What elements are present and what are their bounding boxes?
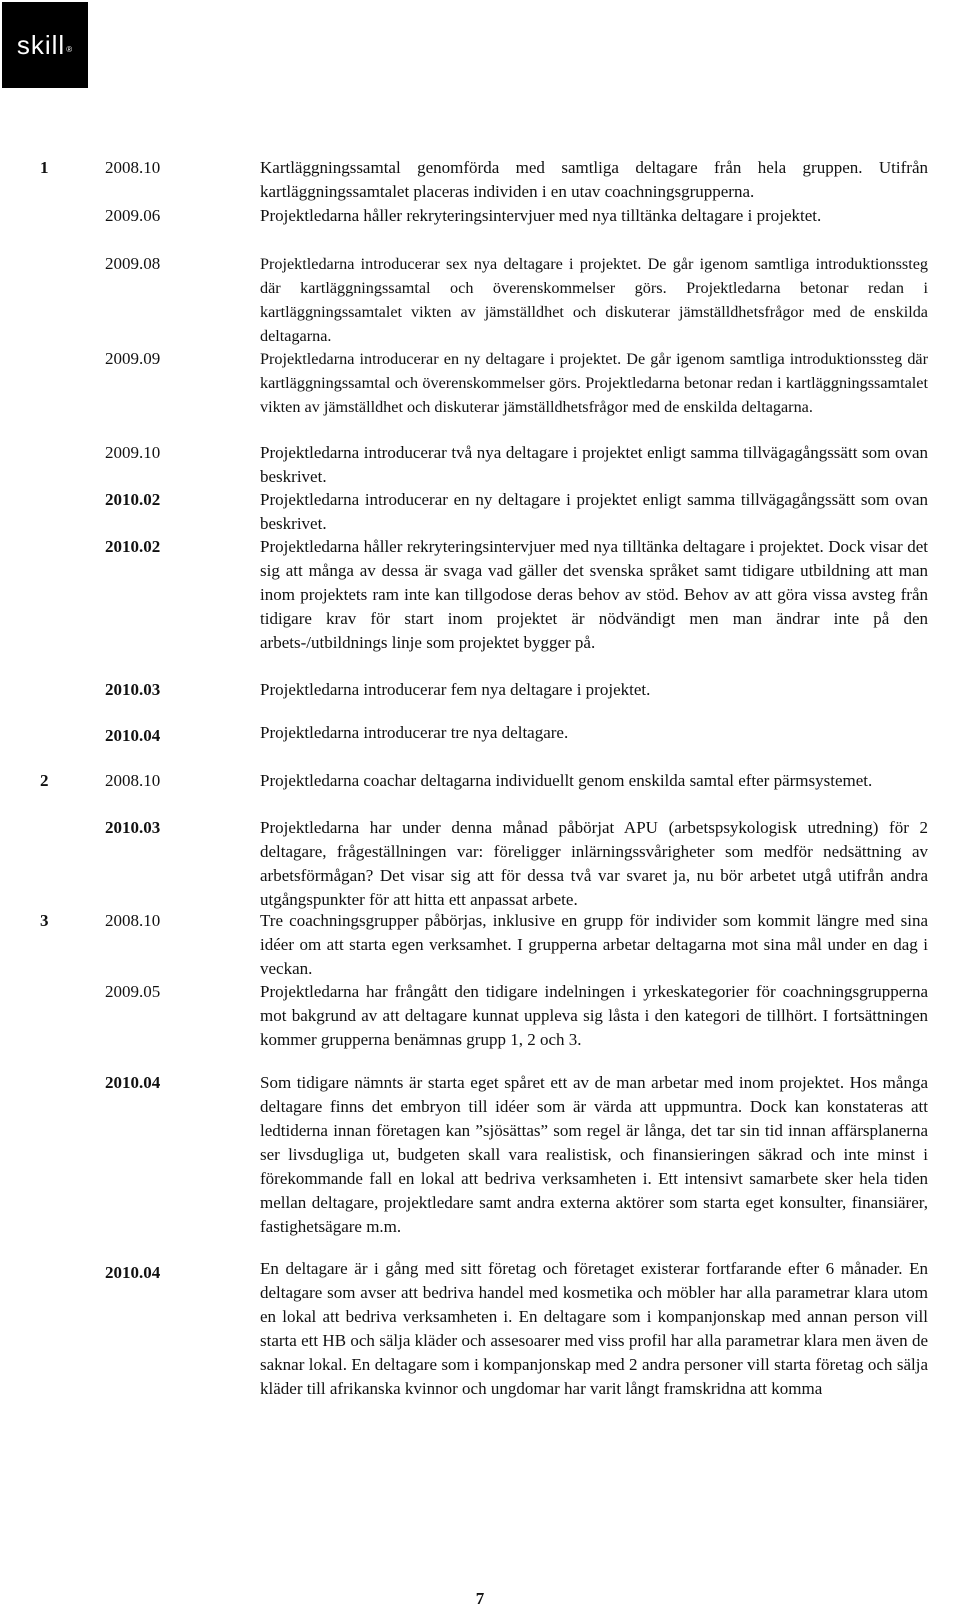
entry-text: Kartläggningssamtal genomförda med samtliga deltagare från hela gruppen. Utifrån kartläggningssamtalet placeras individen i en utav coachningsgrupperna. <box>260 158 928 201</box>
entry-text: Projektledarna introducerar en ny deltagare i projektet. De går igenom samtliga introduktionssteg där kartläggningssamtal och överenskommelser görs. Projektledarna betonar redan i kartläggningssamtalet vikten av jämställdhet och diskuterar jämställdhetsfrågor med de enskilda deltagarna. <box>260 350 928 416</box>
entry-text: Projektledarna håller rekryteringsintervjuer med nya tilltänka deltagare i projektet. <box>260 206 822 225</box>
entry-text: Projektledarna introducerar sex nya deltagare i projektet. De går igenom samtliga introduktionssteg där kartläggningssamtal och överenskommelser görs. Projektledarna betonar redan i kartläggningssamtalet vikten av jämställdhet och diskuterar jämställdhetsfrågor med de enskilda deltagarna. <box>260 255 928 345</box>
registered-mark: ® <box>66 44 74 54</box>
entry-text: Projektledarna introducerar två nya deltagare i projektet enligt samma tillvägagångssätt som ovan beskrivet. <box>260 443 928 486</box>
entry-date: 2010.03 <box>105 818 161 837</box>
entry-date: 2008.10 <box>105 771 161 790</box>
entry-date: 2010.04 <box>105 1073 161 1092</box>
page-number: 7 <box>475 1589 485 1608</box>
entry-date: 2010.03 <box>105 680 161 699</box>
entry-text: Projektledarna har under denna månad påbörjat APU (arbetspsykologisk utredning) för 2 deltagare, frågeställningen var: föreligger inlärningssvårigheter som medför nedsättning av arbetsförmågan? Det visar sig att för dessa två var svaret ja, nu bör arbetet utgå utifrån andra utgångspunkter för att hitta ett anpassat arbete. <box>260 818 928 909</box>
section-number: 2 <box>40 771 49 790</box>
entry-text: Tre coachningsgrupper påbörjas, inklusive en grupp för individer som kommit längre med sina idéer om att starta egen verksamhet. I grupperna arbetar deltagarna mot sina mål under en dag i veckan. <box>260 911 928 978</box>
entry-date: 2009.05 <box>105 982 161 1001</box>
entry-text: Projektledarna introducerar tre nya deltagare. <box>260 723 569 742</box>
entry-date: 2010.04 <box>105 726 161 745</box>
entry-date: 2008.10 <box>105 911 161 930</box>
entry-text: En deltagare är i gång med sitt företag och företaget existerar fortfarande efter 6 månader. En deltagare som avser att bedriva handel med kosmetika och möbler har alla parametrar klara utom en lokal att bedriva verksamheten i. En deltagare som i kompanjonskap med annan person vill starta ett HB och sälja kläder och assesoarer med viss profil har alla parametrar klara men även de saknar lokal. En deltagare som i kompanjonskap med 2 andra personer vill starta företag och sälja kläder till afrikanska kvinnor och ungdomar har varit långt framskridna att komma <box>260 1259 928 1398</box>
entry-date: 2008.10 <box>105 158 161 177</box>
entry-text: Projektledarna coachar deltagarna individuellt genom enskilda samtal efter pärmsystemet. <box>260 771 873 790</box>
entry-text: Projektledarna introducerar fem nya deltagare i projektet. <box>260 680 651 699</box>
entry-text: Projektledarna introducerar en ny deltagare i projektet enligt samma tillvägagångssätt som ovan beskrivet. <box>260 490 928 533</box>
entry-date: 2009.10 <box>105 443 161 462</box>
entry-text: Som tidigare nämnts är starta eget spåret ett av de man arbetar med inom projektet. Hos många deltagare finns det embryon till idéer som är värda att uppmuntra. Dock kan konstateras att ledtiderna innan företagen kan ”sjösättas” som regel är långa, det tar sin tid innan affärsplanerna ser livsdugliga ut, budgeten skall vara realistisk, och finansieringen säkrad och inte minst i förekommande fall en lokal att bedriva verksamheten i. Ett intensivt samarbete sker hela tiden mellan deltagare, projektledare samt andra externa aktörer som starta eget konsulter, finansiärer, fastighetsägare m.m. <box>260 1073 928 1236</box>
entry-date: 2009.08 <box>105 254 161 273</box>
entry-text: Projektledarna håller rekryteringsintervjuer med nya tilltänka deltagare i projektet. Dock visar det sig att många av dessa är svaga vad gäller det svenska språket samt tidigare utbildning att man inom projektets ram inte kan tillgodose deras behov av stöd. Behov av att göra vissa avsteg från tidigare krav för start inom projektet är nödvändigt men man ändrar inte på den arbets-/utbildnings linje som projektet bygger på. <box>260 537 928 652</box>
entry-date: 2009.06 <box>105 206 161 225</box>
skill-logo <box>2 2 88 88</box>
section-number: 1 <box>40 158 49 177</box>
entry-text: Projektledarna har frångått den tidigare indelningen i yrkeskategorier för coachningsgrupperna mot bakgrund av att deltagare kunnat uppleva sig låsta i den kategori de tillhört. I fortsättningen kommer grupperna benämnas grupp 1, 2 och 3. <box>260 982 928 1049</box>
section-number: 3 <box>40 911 49 930</box>
entry-date: 2010.04 <box>105 1263 161 1282</box>
logo-text: skill <box>16 29 66 60</box>
entry-date: 2010.02 <box>105 537 161 556</box>
entry-date: 2010.02 <box>105 490 161 509</box>
entry-date: 2009.09 <box>105 349 161 368</box>
